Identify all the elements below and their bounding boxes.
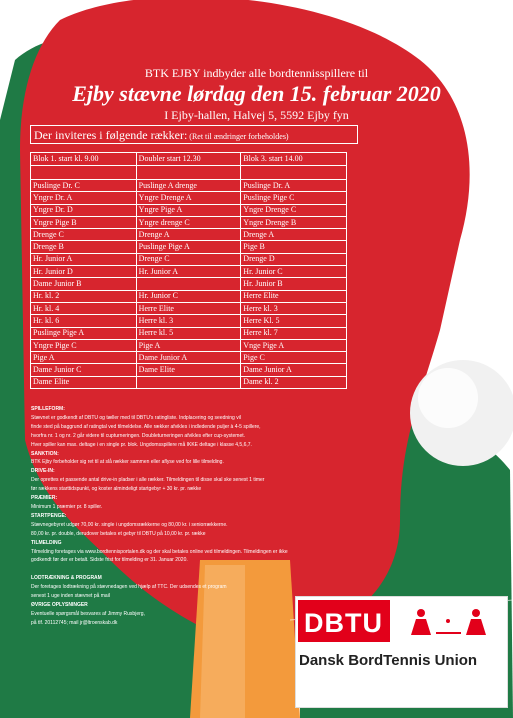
table-cell: Dame Junior A — [136, 352, 241, 364]
table-row — [31, 302, 347, 314]
table-cell: Yngre Dr. D — [31, 204, 137, 216]
info-line: Hver spiller kan max. deltage i en single pr. blok. Ungdomsspillere må IKKE deltage i klasse 4,5,6,7. — [31, 441, 252, 448]
table-spacer-row — [31, 166, 347, 180]
header-cell-block3: Blok 3. start 14.00 — [241, 153, 347, 166]
info-line: 80,00 kr. pr. double, derudover betales et gebyr til DBTU på 10,00 kr. pr. række — [31, 530, 206, 537]
info-heading: PRÆMIER: — [31, 495, 58, 502]
table-cell: Yngre Pige A — [136, 204, 241, 216]
info-line: før rækkens starttidspunkt, og koster almindeligt startgebyr + 30 kr. pr. række — [31, 486, 202, 493]
info-line: hvorfra nr. 1 og nr. 2 går videre til cupturneringen. Doubleturneringen afvikles efter cup-systemet. — [31, 432, 246, 439]
table-cell: Puslinge Pige A — [136, 241, 241, 253]
table-cell: Drenge D — [241, 253, 347, 265]
table-cell: Pige A — [31, 352, 137, 364]
info-line: godkendt før der er betalt. Sidste frist for tilmelding er 31. Januar 2020. — [31, 557, 188, 564]
info-line: Der oprettes et passende antal drive-in pladser i alle rækker. Tilmeldingen til disse skal ske senest 1 timer — [31, 477, 265, 484]
info-line: Eventuelle spørgsmål besvares af Jimmy Rusbjerg, — [31, 610, 145, 617]
table-cell: Dame Junior A — [241, 364, 347, 376]
info-heading: SPILLEFORM: — [31, 406, 65, 412]
table-row — [31, 180, 347, 192]
invite-note: (Ret til ændringer forbeholdes) — [187, 132, 289, 141]
table-cell: Dame Elite — [136, 364, 241, 376]
info-line: på tlf. 20112745; mail jr@ltroenskab.dk — [31, 619, 118, 626]
table-cell: Hr. Junior B — [241, 278, 347, 290]
table-cell: Dame Junior C — [31, 364, 137, 376]
header-cell-doubles: Doubler start 12.30 — [136, 153, 241, 166]
table-cell: Drenge C — [31, 229, 137, 241]
table-cell: Dame Elite — [31, 376, 137, 388]
table-cell — [136, 376, 241, 388]
table-cell: Hr. Junior A — [136, 266, 241, 278]
table-cell: Herre kl. 7 — [241, 327, 347, 339]
table-cell: Yngre Drenge A — [136, 192, 241, 204]
table-cell: Yngre Drenge B — [241, 216, 347, 228]
table-cell: Yngre Drenge C — [241, 204, 347, 216]
info-line: Stævnegebyret udgør 70,00 kr. single i ungdomsrækkerne og 80,00 kr. i seniorrækkerne. — [31, 521, 228, 528]
table-header-row — [31, 153, 347, 166]
table-cell: Drenge B — [31, 241, 137, 253]
info-heading: TILMELDING — [31, 539, 62, 546]
table-row — [31, 216, 347, 228]
table-cell: Pige B — [241, 241, 347, 253]
invite-banner — [30, 125, 358, 144]
table-cell: Hr. Junior C — [136, 290, 241, 302]
info-line: finde sted på baggrund af ratingtal ved tilmeldelse. Alle rækker afvikles i indledende puljer à 4-5 spillere, — [31, 423, 261, 430]
table-row — [31, 278, 347, 290]
table-cell: Yngre Pige B — [31, 216, 137, 228]
table-cell: Hr. kl. 4 — [31, 302, 137, 314]
table-cell: Yngre Dr. A — [31, 192, 137, 204]
table-cell: Puslinge Pige A — [31, 327, 137, 339]
info-line: senest 1 uge inden stævnet på mail — [31, 593, 110, 600]
table-row — [31, 315, 347, 327]
blocks-table — [30, 152, 347, 389]
table-cell: Drenge A — [136, 229, 241, 241]
info-heading: SANKTION: — [31, 450, 59, 457]
intro-text: BTK EJBY indbyder alle bordtennisspillere til — [144, 66, 369, 80]
table-cell: Herre Elite — [136, 302, 241, 314]
ping-pong-figures-icon — [396, 603, 506, 643]
table-row — [31, 327, 347, 339]
table-cell: Hr. Junior D — [31, 266, 137, 278]
info-line: BTK Ejby forbeholder sig ret til at slå rækker sammen eller aflyse ved for lille tilmelding. — [31, 459, 224, 466]
table-cell: Hr. Junior A — [31, 253, 137, 265]
dbtu-logo — [295, 596, 508, 708]
table-cell: Yngre Pige C — [31, 339, 137, 351]
logo-acronym: DBTU — [304, 608, 383, 638]
table-row — [31, 339, 347, 351]
table-row — [31, 376, 347, 388]
table-row — [31, 352, 347, 364]
table-cell: Yngre drenge C — [136, 216, 241, 228]
table-row — [31, 229, 347, 241]
table-cell: Puslinge Dr. C — [31, 180, 137, 192]
header-cell-block1: Blok 1. start kl. 9.00 — [31, 153, 137, 166]
table-cell: Herre kl. 5 — [136, 327, 241, 339]
table-row — [31, 241, 347, 253]
event-title: Ejby stævne lørdag den 15. februar 2020 — [72, 81, 441, 106]
table-cell: Dame kl. 2 — [241, 376, 347, 388]
info-line: Tilmelding foretages via www.bordtennisportalen.dk og der skal betales online ved tilmeldingen. Tilmeldingen er ikke — [31, 548, 288, 555]
info-section — [31, 405, 371, 628]
info-line: Stævnet er godkendt af DBTU og tæller med til DBTU's ratingliste. Indplacering og seedning vil — [31, 414, 241, 421]
logo-name: Dansk BordTennis Union — [299, 652, 478, 669]
table-row — [31, 364, 347, 376]
table-cell: Herre kl. 3 — [136, 315, 241, 327]
header — [0, 66, 513, 123]
table-cell — [136, 278, 241, 290]
table-cell: Hr. kl. 2 — [31, 290, 137, 302]
table-cell: Puslinge Pige C — [241, 192, 347, 204]
invite-text: Der inviteres i følgende rækker: — [34, 128, 188, 142]
table-cell: Drenge C — [136, 253, 241, 265]
table-cell: Vnge Pige A — [241, 339, 347, 351]
logo-red-box — [298, 600, 390, 642]
table-row — [31, 192, 347, 204]
table-cell: Puslinge Dr. A — [241, 180, 347, 192]
table-cell: Pige A — [136, 339, 241, 351]
table-cell: Dame Junior B — [31, 278, 137, 290]
venue-text: I Ejby-hallen, Halvej 5, 5592 Ejby fyn — [164, 108, 349, 122]
table-row — [31, 253, 347, 265]
info-heading: LODTRÆKNING & PROGRAM — [31, 575, 102, 582]
info-heading: DRIVE-IN: — [31, 468, 55, 475]
table-cell: Hr. Junior C — [241, 266, 347, 278]
info-line — [31, 565, 371, 574]
table-row — [31, 290, 347, 302]
table-row — [31, 266, 347, 278]
info-line: Minimum 1 præmier pr. 8 spiller. — [31, 503, 103, 510]
table-cell: Herre Elite — [241, 290, 347, 302]
table-cell: Drenge A — [241, 229, 347, 241]
info-heading: STARTPENGE: — [31, 512, 67, 519]
table-cell: Pige C — [241, 352, 347, 364]
table-cell: Puslinge A drenge — [136, 180, 241, 192]
table-cell: Herre kl. 3 — [241, 302, 347, 314]
table-cell: Herre Kl. 5 — [241, 315, 347, 327]
table-cell: Hr. kl. 6 — [31, 315, 137, 327]
table-row — [31, 204, 347, 216]
info-line: Der foretages lodtrækning på stævnedagen ved hjælp af TTC. Der udsendes et program — [31, 584, 227, 591]
info-heading: ØVRIGE OPLYSNINGER — [31, 601, 88, 608]
